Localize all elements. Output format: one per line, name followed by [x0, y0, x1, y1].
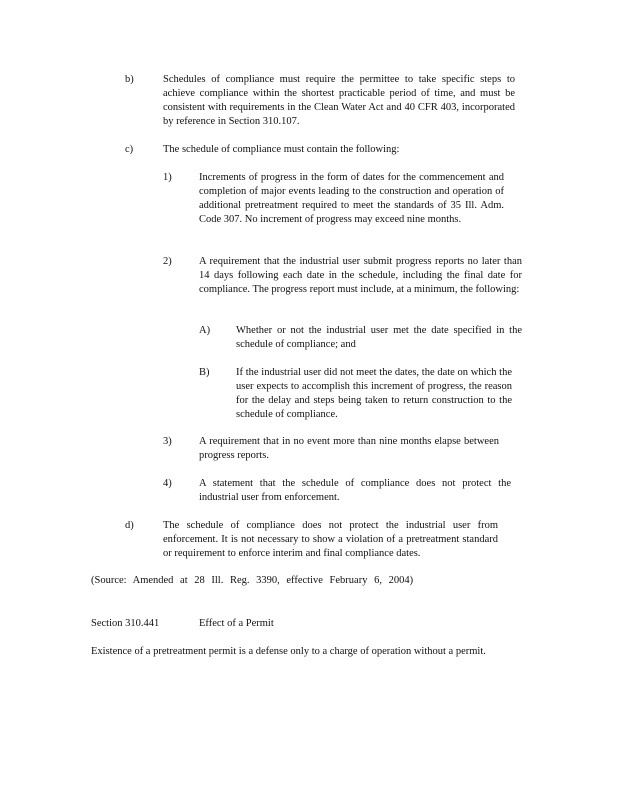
- item-d-text: The schedule of compliance does not protect the industrial user from enforcement. It is not necessary to show a violation of a pretreatment standard or requirement to enforce interim and final compliance dates.: [163, 520, 498, 559]
- item-c1-label: 1): [163, 172, 172, 183]
- item-c3-label: 3): [163, 436, 172, 447]
- item-c2a-text: Whether or not the industrial user met the date specified in the schedule of compliance; and: [236, 325, 522, 350]
- item-b-label: b): [125, 74, 134, 85]
- section-text: Existence of a pretreatment permit is a defense only to a charge of operation without a permit.: [91, 646, 486, 657]
- item-c2a-label: A): [199, 325, 211, 336]
- item-c2b-label: B): [199, 367, 210, 378]
- item-c4-text: A statement that the schedule of compliance does not protect the industrial user from enforcement.: [199, 478, 511, 503]
- item-c-text: The schedule of compliance must contain the following:: [163, 144, 400, 155]
- item-c2b-text: If the industrial user did not meet the dates, the date on which the user expects to accomplish this increment of progress, the reason for the delay and steps being taken to return construction to the schedule of compliance.: [236, 367, 512, 420]
- section-title: Effect of a Permit: [199, 618, 274, 629]
- section-number: Section 310.441: [91, 618, 160, 629]
- item-c2-text: A requirement that the industrial user submit progress reports no later than 14 days following each date in the schedule, including the final date for compliance. The progress report must include, at a minimum, the following:: [199, 256, 522, 295]
- item-d-label: d): [125, 520, 134, 531]
- item-c-label: c): [125, 144, 134, 155]
- item-c2-label: 2): [163, 256, 172, 267]
- item-b-text: Schedules of compliance must require the permittee to take specific steps to achieve compliance within the shortest practicable period of time, and must be consistent with requirements in the Clean Water Act and 40 CFR 403, incorporated by reference in Section 310.107.: [163, 74, 515, 127]
- item-c1-text: Increments of progress in the form of dates for the commencement and completion of major events leading to the construction and operation of additional pretreatment required to meet the standards of 35 Ill. Adm. Code 307. No increment of progress may exceed nine months.: [199, 172, 504, 225]
- source-note: (Source: Amended at 28 Ill. Reg. 3390, effective February 6, 2004): [91, 575, 414, 586]
- item-c4-label: 4): [163, 478, 172, 489]
- item-c3-text: A requirement that in no event more than nine months elapse between progress reports.: [199, 436, 499, 461]
